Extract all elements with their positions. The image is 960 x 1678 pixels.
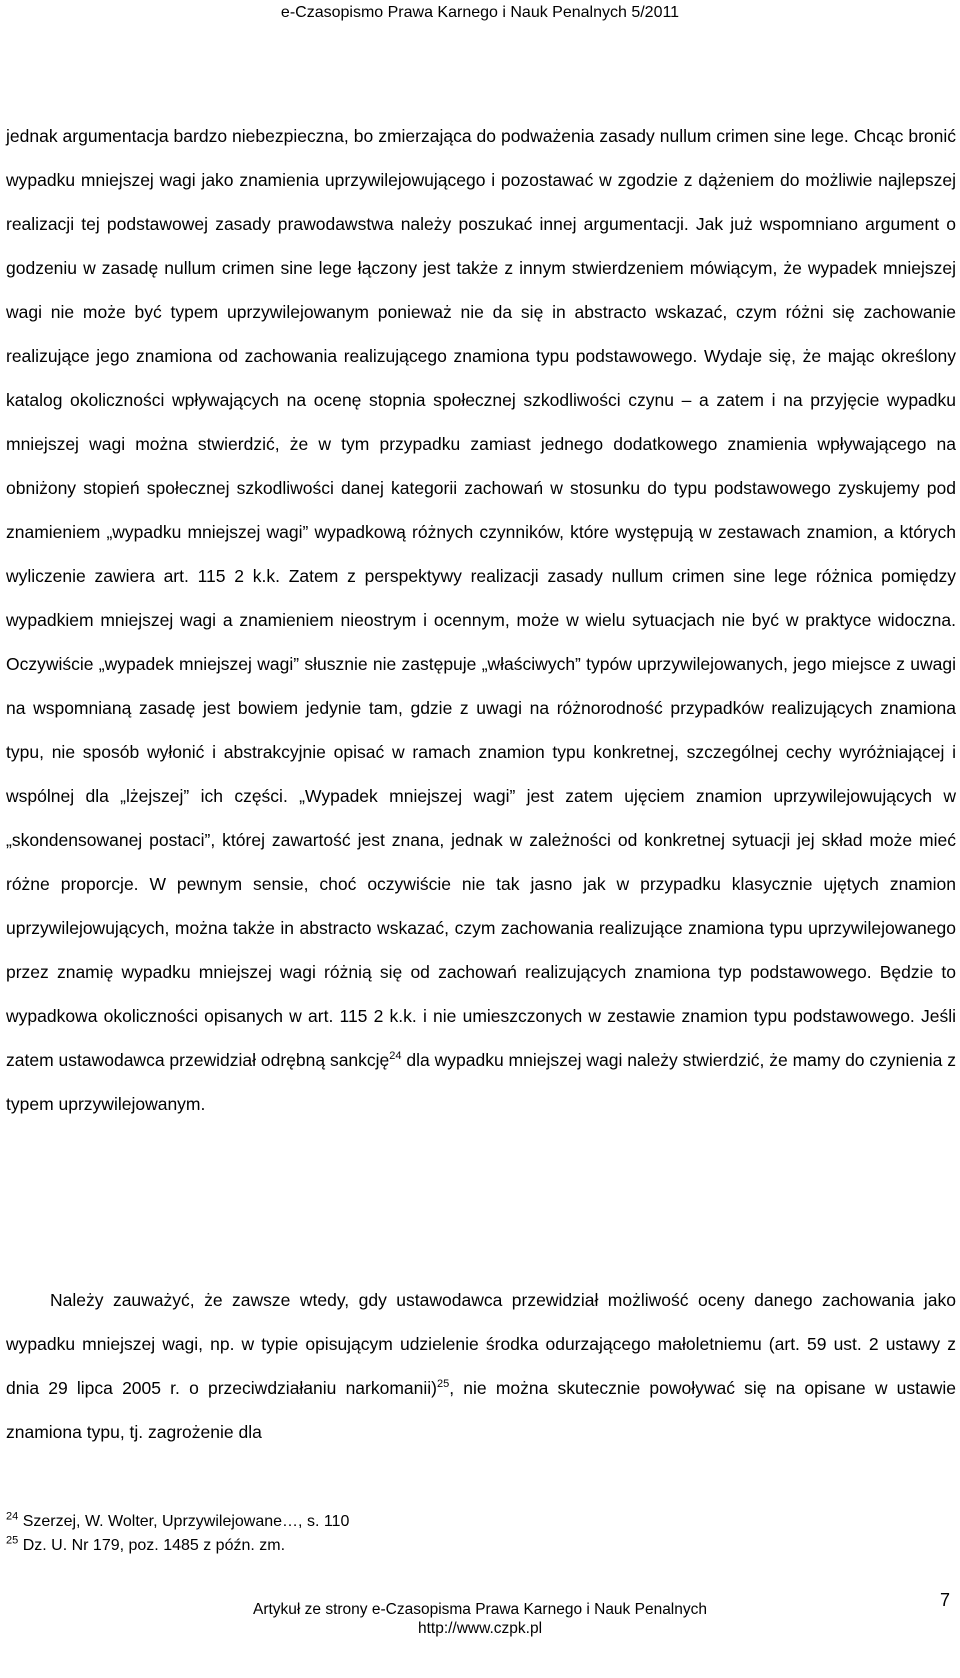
footnote-25	[6, 1534, 956, 1558]
footnote-text: Szerzej, W. Wolter, Uprzywilejowane…, s. 110	[22, 1513, 350, 1530]
footnote-number: 24	[6, 1510, 19, 1523]
footnotes-section	[6, 1510, 956, 1558]
page-footer	[0, 1600, 960, 1638]
body-paragraph-1	[6, 114, 956, 1126]
footer-url-link[interactable]: http://www.czpk.pl	[417, 1620, 543, 1637]
footnote-text: Dz. U. Nr 179, poz. 1485 z późn. zm.	[22, 1537, 286, 1554]
footnote-24	[6, 1510, 956, 1534]
body-paragraph-2	[6, 1278, 956, 1454]
page-number: 7	[939, 1590, 950, 1610]
footnote-ref-24[interactable]: 24	[389, 1050, 402, 1063]
paragraph-2-text: Należy zauważyć, że zawsze wtedy, gdy ustawodawca przewidział możliwość oceny danego zachowania jako wypadku mniejszej wagi, np. w typie opisującym udzielenie środka odurzającego małoletniemu (art. 59 ust. 2 ustawy z dnia 29 lipca 2005 r. o przeciwdziałaniu narkomanii)	[6, 1290, 956, 1398]
footer-source-line: Artykuł ze strony e-Czasopisma Prawa Karnego i Nauk Penalnych	[252, 1601, 707, 1618]
paragraph-1-text: jednak argumentacja bardzo niebezpieczna, bo zmierzająca do podważenia zasady nullum crimen sine lege. Chcąc bronić wypadku mniejszej wagi jako znamienia uprzywilejowującego i pozostawać w zgodzie z dążeniem do możliwie najlepszej realizacji tej podstawowej zasady prawodawstwa należy poszukać innej argumentacji. Jak już wspomniano argument o godzeniu w zasadę nullum crimen sine lege łączony jest także z innym stwierdzeniem mówiącym, że wypadek mniejszej wagi nie może być typem uprzywilejowanym ponieważ nie da się in abstracto wskazać, czym różni się zachowanie realizujące jego znamiona od zachowania realizującego znamiona typu podstawowego. Wydaje się, że mając określony katalog okoliczności wpływających na ocenę stopnia społecznej szkodliwości czynu – a zatem i na przyjęcie wypadku mniejszej wagi można stwierdzić, że w tym przypadku zamiast jednego dodatkowego znamienia wpływającego na obniżony stopień społecznej szkodliwości danej kategorii zachowań w stosunku do typu podstawowego zyskujemy pod znamieniem „wypadku mniejszej wagi” wypadkową różnych czynników, które występują w zestawach znamion, a których wyliczenie zawiera art. 115 2 k.k. Zatem z perspektywy realizacji zasady nullum crimen sine lege różnica pomiędzy wypadkiem mniejszej wagi a znamieniem nieostrym i ocennym, może w wielu sytuacjach nie być w praktyce widoczna. Oczywiście „wypadek mniejszej wagi” słusznie nie zastępuje „właściwych” typów uprzywilejowanych, jego miejsce z uwagi na wspomnianą zasadę jest bowiem jedynie tam, gdzie z uwagi na różnorodność przypadków realizujących znamiona typu, nie sposób wyłonić i abstrakcyjnie opisać w ramach znamion typu konkretnej, szczególnej cechy wyróżniającej i wspólnej dla „lżejszej” ich części. „Wypadek mniejszej wagi” jest zatem ujęciem znamion uprzywilejowujących w „skondensowanej postaci”, której zawartość jest znana, jednak w zależności od konkretnej sytuacji jej skład może mieć różne proporcje. W pewnym sensie, choć oczywiście nie tak jasno jak w przypadku klasycznie ujętych znamion uprzywilejowujących, można także in abstracto wskazać, czym zachowania realizujące znamiona typu uprzywilejowanego przez znamię wypadku mniejszej wagi różnią się od zachowań realizujących znamiona typ podstawowego. Będzie to wypadkowa okoliczności opisanych w art. 115 2 k.k. i nie umieszczonych w zestawie znamion typu podstawowego. Jeśli zatem ustawodawca przewidział odrębną sankcję	[6, 126, 956, 1070]
footnote-number: 25	[6, 1534, 19, 1547]
footnote-ref-25[interactable]: 25	[437, 1378, 450, 1391]
page-header	[0, 4, 960, 22]
paragraph-2-text-end: , nie można skutecznie powoływać się na opisane w ustawie znamiona typu, tj. zagrożenie dla	[6, 1378, 956, 1442]
journal-title: e-Czasopismo Prawa Karnego i Nauk Penalnych 5/2011	[280, 4, 680, 21]
paragraph-1-text-end: dla wypadku mniejszej wagi należy stwierdzić, że mamy do czynienia z typem uprzywilejowanym.	[6, 1050, 956, 1114]
